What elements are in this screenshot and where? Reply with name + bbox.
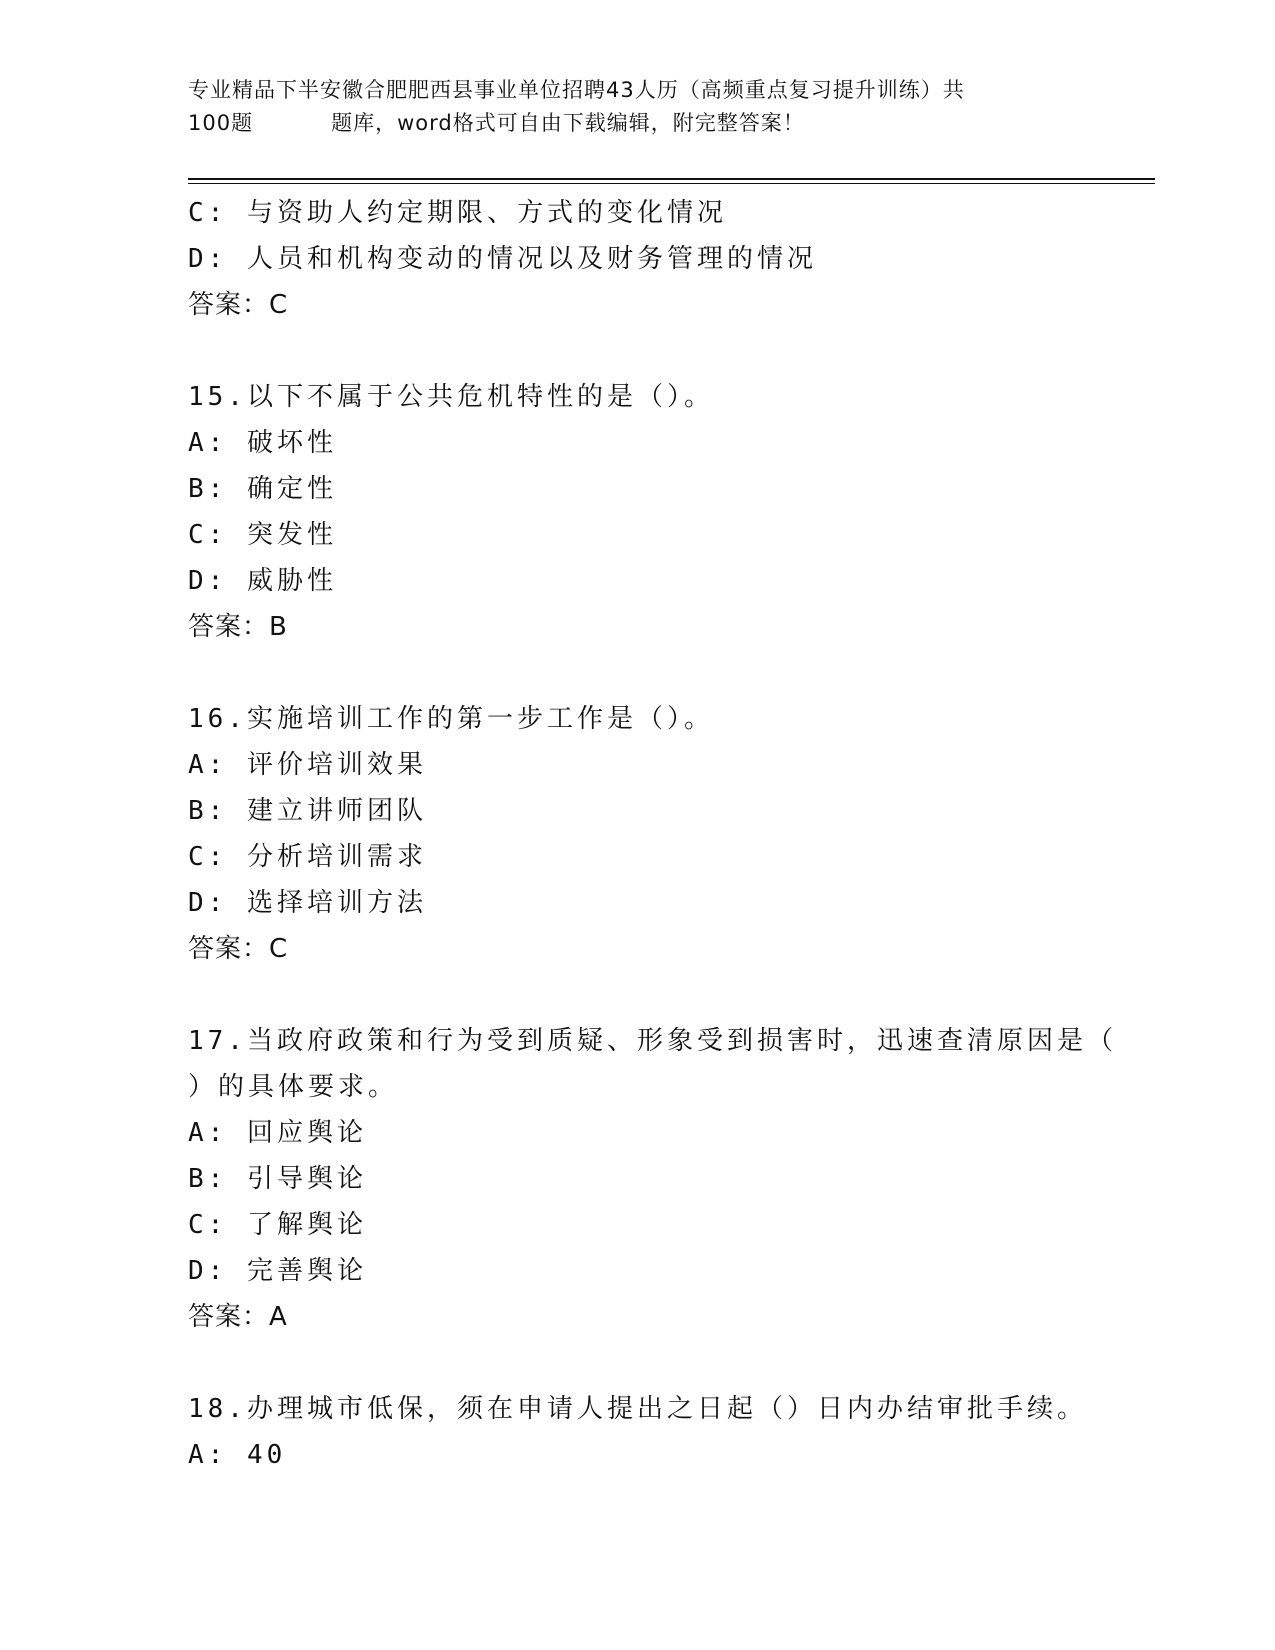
option-line: A: 评价培训效果 (188, 750, 427, 780)
option-line: D: 人员和机构变动的情况以及财务管理的情况 (188, 244, 817, 274)
option-line: B: 确定性 (188, 474, 337, 504)
question-stem-continued: ）的具体要求。 (188, 1072, 399, 1102)
option-line: C: 分析培训需求 (188, 842, 427, 872)
header-title-rest: 题库，word格式可自由下载编辑，附完整答案！ (331, 111, 805, 135)
answer-line: 答案：C (188, 290, 289, 320)
option-line: A: 回应舆论 (188, 1118, 367, 1148)
header-divider-thin (188, 183, 1155, 184)
question-stem: 18.办理城市低保，须在申请人提出之日起（）日内办结审批手续。 (188, 1394, 1087, 1424)
header-title-line1: 专业精品下半安徽合肥肥西县事业单位招聘43人历（高频重点复习提升训练）共 (188, 78, 965, 102)
option-line: C: 突发性 (188, 520, 337, 550)
answer-line: 答案：A (188, 1302, 288, 1332)
option-line: B: 建立讲师团队 (188, 796, 427, 826)
question-stem: 16.实施培训工作的第一步工作是（）。 (188, 704, 714, 734)
option-line: D: 威胁性 (188, 566, 337, 596)
option-line: B: 引导舆论 (188, 1164, 367, 1194)
option-line: A: 40 (188, 1440, 287, 1470)
header-title-count: 100题 (188, 111, 254, 135)
header-divider-thick (188, 178, 1155, 180)
answer-line: 答案：C (188, 934, 289, 964)
answer-line: 答案：B (188, 612, 288, 642)
question-stem: 15.以下不属于公共危机特性的是（）。 (188, 382, 714, 412)
option-line: C: 了解舆论 (188, 1210, 367, 1240)
option-line: C: 与资助人约定期限、方式的变化情况 (188, 198, 727, 228)
option-line: D: 选择培训方法 (188, 888, 427, 918)
option-line: D: 完善舆论 (188, 1256, 367, 1286)
question-stem: 17.当政府政策和行为受到质疑、形象受到损害时，迅速查清原因是（ (188, 1026, 1117, 1056)
header-title-line2 (188, 107, 1088, 140)
option-line: A: 破坏性 (188, 428, 337, 458)
document-header (188, 74, 1088, 140)
question-list (188, 190, 1117, 1478)
